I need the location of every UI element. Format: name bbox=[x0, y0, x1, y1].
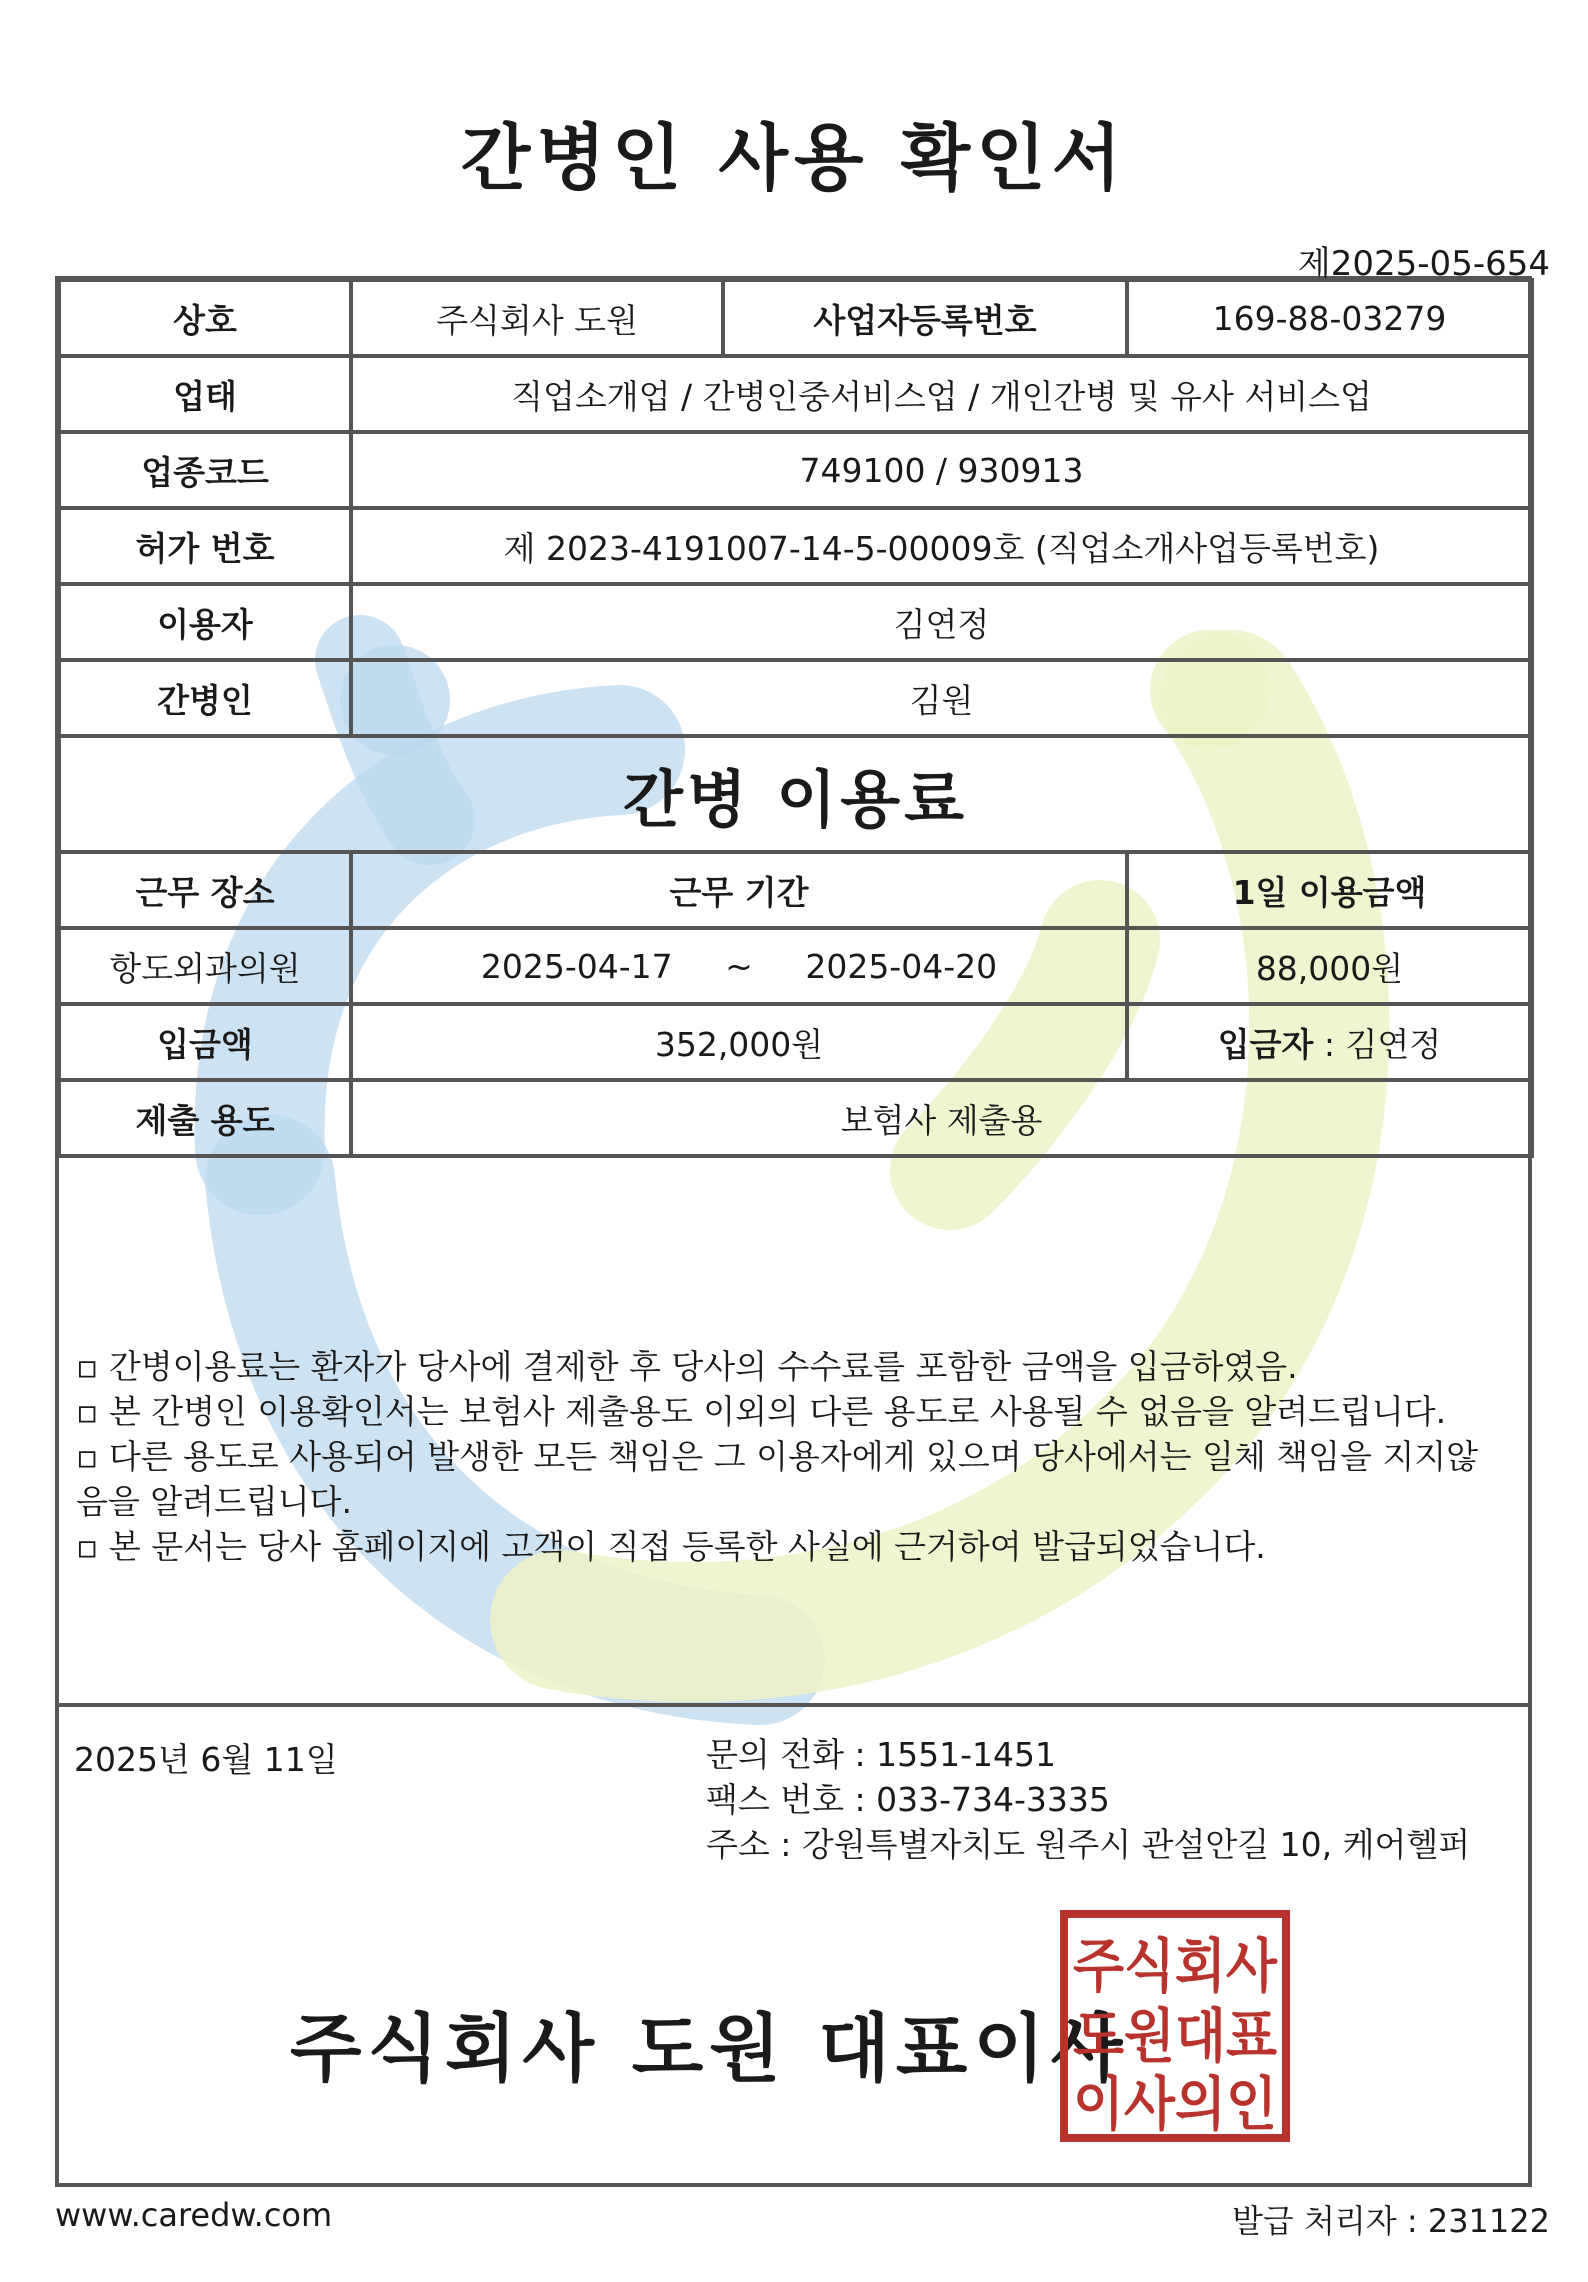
note-item: ▫ 본 간병인 이용확인서는 보험사 제출용도 이외의 다른 용도로 사용될 수 없음을 알려드립니다. bbox=[76, 1392, 1447, 1431]
note-item: ▫ 다른 용도로 사용되어 발생한 모든 책임은 그 이용자에게 있으며 당사에서는 일체 책임을 지지않음을 알려드립니다. bbox=[76, 1437, 1478, 1521]
contact-info bbox=[706, 1732, 1470, 1867]
row-deposit bbox=[59, 1004, 1532, 1080]
section-divider bbox=[57, 1703, 1530, 1707]
row-fee-values bbox=[59, 928, 1532, 1004]
seal-line-2: 도원대표 bbox=[1073, 2002, 1277, 2070]
biz-type-value: 직업소개업 / 간병인중서비스업 / 개인간병 및 유사 서비스업 bbox=[351, 356, 1532, 432]
note-item: ▫ 본 문서는 당사 홈페이지에 고객이 직접 등록한 사실에 근거하여 발급되었습니다. bbox=[76, 1527, 1266, 1566]
depositor-cell bbox=[1127, 1004, 1532, 1080]
license-value: 제 2023-4191007-14-5-00009호 (직업소개사업등록번호) bbox=[351, 508, 1532, 584]
row-fee-title bbox=[59, 736, 1532, 852]
company-website: www.caredw.com bbox=[55, 2196, 333, 2234]
notes-section bbox=[76, 1344, 1496, 1569]
contact-address: 주소 : 강원특별자치도 원주시 관설안길 10, 케어헬퍼 bbox=[706, 1825, 1471, 1864]
document-number: 제2025-05-654 bbox=[1297, 244, 1550, 284]
company-name-label: 상호 bbox=[59, 280, 351, 356]
issue-date: 2025년 6월 11일 bbox=[74, 1740, 338, 1779]
depositor-separator: : bbox=[1313, 1024, 1346, 1064]
row-industry-code bbox=[59, 432, 1532, 508]
row-user bbox=[59, 584, 1532, 660]
contact-fax: 팩스 번호 : 033-734-3335 bbox=[706, 1780, 1110, 1819]
depositor-label: 입금자 bbox=[1217, 1024, 1314, 1064]
user-label: 이용자 bbox=[59, 584, 351, 660]
row-fee-header bbox=[59, 852, 1532, 928]
note-item: ▫ 간병이용료는 환자가 당사에 결제한 후 당사의 수수료를 포함한 금액을 입금하였음. bbox=[76, 1347, 1298, 1386]
contact-phone: 문의 전화 : 1551-1451 bbox=[706, 1735, 1056, 1774]
info-table bbox=[57, 278, 1534, 1158]
deposit-label: 입금액 bbox=[59, 1004, 351, 1080]
work-place-value: 항도외과의원 bbox=[59, 928, 351, 1004]
period-start: 2025-04-17 bbox=[480, 946, 673, 986]
signer-name: 주식회사 도원 대표이사 bbox=[290, 2006, 1129, 2092]
reg-number-value: 169-88-03279 bbox=[1127, 280, 1532, 356]
reg-number-label: 사업자등록번호 bbox=[723, 280, 1127, 356]
seal-line-3: 이사의인 bbox=[1073, 2070, 1277, 2138]
issue-processor: 발급 처리자 : 231122 bbox=[1231, 2202, 1550, 2240]
caregiver-label: 간병인 bbox=[59, 660, 351, 736]
daily-amount-label: 1일 이용금액 bbox=[1127, 852, 1532, 928]
license-label: 허가 번호 bbox=[59, 508, 351, 584]
row-caregiver bbox=[59, 660, 1532, 736]
company-seal bbox=[1060, 1910, 1290, 2142]
row-license bbox=[59, 508, 1532, 584]
row-biz-type bbox=[59, 356, 1532, 432]
company-name-value: 주식회사 도원 bbox=[351, 280, 723, 356]
work-period-value bbox=[351, 928, 1127, 1004]
biz-type-label: 업태 bbox=[59, 356, 351, 432]
document-title: 간병인 사용 확인서 bbox=[460, 116, 1128, 200]
industry-code-label: 업종코드 bbox=[59, 432, 351, 508]
purpose-label: 제출 용도 bbox=[59, 1080, 351, 1156]
seal-line-1: 주식회사 bbox=[1073, 1932, 1278, 2000]
row-company bbox=[59, 280, 1532, 356]
user-value: 김연정 bbox=[351, 584, 1532, 660]
purpose-value: 보험사 제출용 bbox=[351, 1080, 1532, 1156]
depositor-value: 김연정 bbox=[1345, 1024, 1442, 1064]
industry-code-value: 749100 / 930913 bbox=[351, 432, 1532, 508]
caregiver-value: 김원 bbox=[351, 660, 1532, 736]
row-purpose bbox=[59, 1080, 1532, 1156]
period-end: 2025-04-20 bbox=[805, 946, 998, 986]
deposit-value: 352,000원 bbox=[351, 1004, 1127, 1080]
daily-amount-value: 88,000원 bbox=[1127, 928, 1532, 1004]
fee-section-title: 간병 이용료 bbox=[59, 736, 1532, 852]
work-period-label: 근무 기간 bbox=[351, 852, 1127, 928]
period-separator: ~ bbox=[725, 946, 753, 986]
work-place-label: 근무 장소 bbox=[59, 852, 351, 928]
